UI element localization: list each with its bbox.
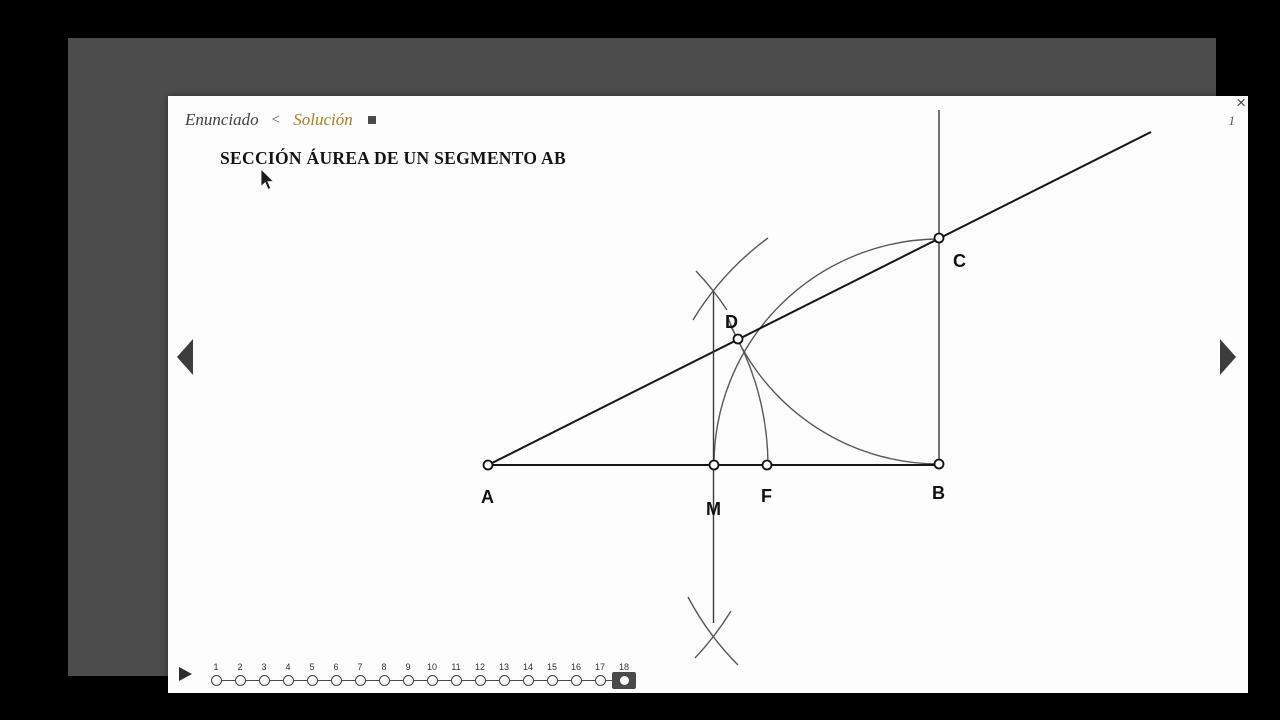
step-4[interactable] (276, 662, 300, 686)
point-label-M: M (706, 499, 721, 519)
step-dot[interactable] (595, 675, 606, 686)
step-dot[interactable] (523, 675, 534, 686)
next-page-arrow[interactable] (1220, 339, 1236, 375)
bisector-arc-top-short (696, 271, 727, 310)
step-3[interactable] (252, 662, 276, 686)
step-1[interactable] (204, 662, 228, 686)
chevron-left-icon: < (271, 111, 281, 128)
step-11[interactable] (444, 662, 468, 686)
step-15[interactable] (540, 662, 564, 686)
step-14[interactable] (516, 662, 540, 686)
point-label-D: D (725, 312, 738, 332)
step-number: 15 (546, 662, 557, 672)
step-8[interactable] (372, 662, 396, 686)
step-selected-18[interactable] (612, 672, 636, 689)
point-D (734, 335, 743, 344)
step-dot[interactable] (427, 675, 438, 686)
line-AC-extended (488, 132, 1151, 465)
step-number: 18 (618, 662, 629, 672)
tab-enunciado[interactable]: Enunciado (185, 110, 259, 129)
step-number: 5 (309, 662, 315, 672)
step-number: 6 (333, 662, 339, 672)
construction-svg (168, 93, 1248, 693)
step-number: 8 (381, 662, 387, 672)
prev-page-arrow[interactable] (177, 339, 193, 375)
step-number: 1 (213, 662, 219, 672)
arc-radius-AD-from-D-to-F (730, 325, 768, 465)
step-number: 3 (261, 662, 267, 672)
step-number: 16 (570, 662, 581, 672)
bisector-arc-top-long (693, 238, 768, 320)
point-F (763, 461, 772, 470)
step-number: 9 (405, 662, 411, 672)
step-dot[interactable] (403, 675, 414, 686)
step-10[interactable] (420, 662, 444, 686)
step-16[interactable] (564, 662, 588, 686)
step-dot[interactable] (307, 675, 318, 686)
step-12[interactable] (468, 662, 492, 686)
step-dot[interactable] (211, 675, 222, 686)
point-A (484, 461, 493, 470)
step-number: 4 (285, 662, 291, 672)
play-button[interactable] (179, 667, 192, 681)
step-17[interactable] (588, 662, 612, 686)
step-dot[interactable] (259, 675, 270, 686)
arc-radius-BM-from-M-to-C (714, 239, 939, 465)
step-dot[interactable] (547, 675, 558, 686)
step-13[interactable] (492, 662, 516, 686)
step-dot[interactable] (571, 675, 582, 686)
step-dot[interactable] (379, 675, 390, 686)
mouse-cursor-icon (261, 169, 274, 189)
arc-radius-CB-from-B-to-D (727, 315, 939, 464)
point-B (935, 460, 944, 469)
point-M (710, 461, 719, 470)
page-number: 1 (1228, 113, 1235, 128)
step-number: 10 (426, 662, 437, 672)
step-dot[interactable] (499, 675, 510, 686)
step-dot[interactable] (475, 675, 486, 686)
step-dot[interactable] (235, 675, 246, 686)
step-7[interactable] (348, 662, 372, 686)
step-slider[interactable] (208, 662, 658, 696)
drawing-page (168, 93, 1248, 693)
step-number: 12 (474, 662, 485, 672)
point-label-A: A (481, 487, 494, 507)
step-number: 11 (451, 662, 461, 672)
step-2[interactable] (228, 662, 252, 686)
point-label-C: C (953, 251, 966, 271)
step-5[interactable] (300, 662, 324, 686)
step-9[interactable] (396, 662, 420, 686)
step-number: 7 (357, 662, 363, 672)
point-label-B: B (932, 483, 945, 503)
step-dot[interactable] (355, 675, 366, 686)
page-title: SECCIÓN ÁUREA DE UN SEGMENTO AB (220, 148, 566, 168)
step-number: 2 (237, 662, 243, 672)
tab-solucion[interactable]: Solución (293, 110, 353, 129)
close-icon[interactable]: × (1236, 93, 1246, 112)
point-C (935, 234, 944, 243)
step-6[interactable] (324, 662, 348, 686)
step-number: 17 (594, 662, 605, 672)
player-frame (68, 38, 1246, 676)
point-label-F: F (761, 486, 772, 506)
step-dot[interactable] (283, 675, 294, 686)
step-number: 14 (522, 662, 533, 672)
step-selected-dot (620, 676, 629, 685)
step-dot[interactable] (451, 675, 462, 686)
step-number: 13 (498, 662, 509, 672)
step-dot[interactable] (331, 675, 342, 686)
